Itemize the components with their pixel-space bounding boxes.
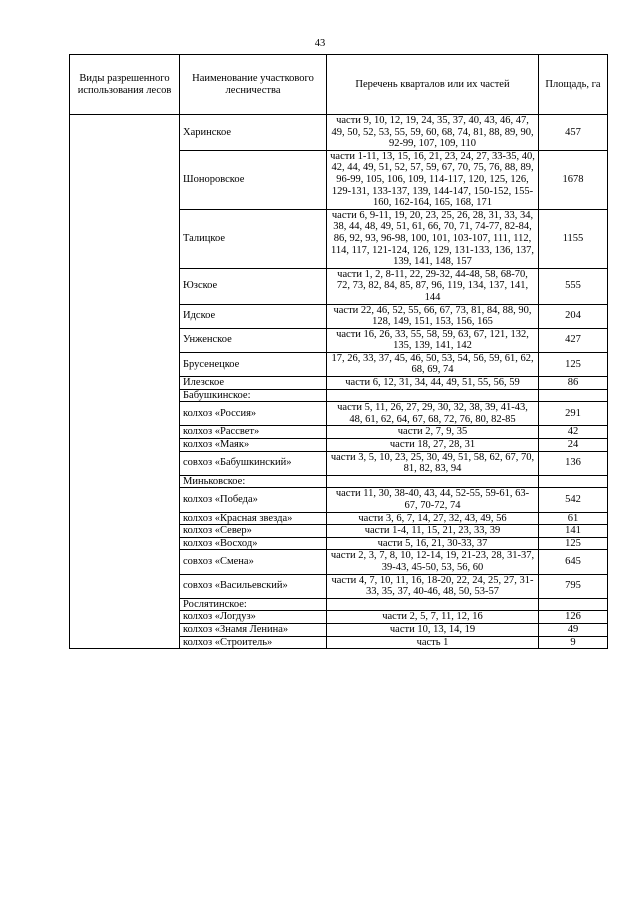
header-use-types: Виды разрешенного использования лесов — [70, 55, 180, 115]
quarters-list: часть 1 — [327, 636, 539, 649]
table-row — [70, 115, 608, 151]
quarters-list: части 10, 13, 14, 19 — [327, 623, 539, 636]
area-value: 427 — [539, 328, 608, 352]
forestry-name: колхоз «Север» — [180, 525, 327, 538]
area-value: 542 — [539, 488, 608, 512]
quarters-list: части 6, 12, 31, 34, 44, 49, 51, 55, 56, 59 — [327, 377, 539, 390]
forestry-name: Илезское — [180, 377, 327, 390]
area-value: 126 — [539, 611, 608, 624]
forestry-name: колхоз «Строитель» — [180, 636, 327, 649]
forestry-group-name: Бабушкинское: — [180, 389, 327, 402]
quarters-list: части 6, 9-11, 19, 20, 23, 25, 26, 28, 31, 33, 34, 38, 44, 48, 49, 51, 61, 66, 70, 71, 74-77, 82-84, 86, 92, 93, 96-98, 100, 101, 103-107, 111, 112, 114, 117, 121-124, 126, 129, 131-133, 136, 137, 139, 141, 148, 157 — [327, 209, 539, 268]
area-value: 24 — [539, 439, 608, 452]
area-cell — [539, 475, 608, 488]
forestry-name: колхоз «Россия» — [180, 402, 327, 426]
header-forestry-name: Наименование участкового лесничества — [180, 55, 327, 115]
forestry-name: Талицкое — [180, 209, 327, 268]
page-number: 43 — [314, 38, 326, 49]
forestry-name: Идское — [180, 304, 327, 328]
quarters-list: части 9, 10, 12, 19, 24, 35, 37, 40, 43, 46, 47, 49, 50, 52, 53, 55, 59, 60, 68, 74, 81, 88, 89, 90, 92-99, 107, 109, 110 — [327, 115, 539, 151]
area-value: 86 — [539, 377, 608, 390]
area-value: 291 — [539, 402, 608, 426]
quarters-list: части 2, 5, 7, 11, 12, 16 — [327, 611, 539, 624]
forestry-name: колхоз «Красная звезда» — [180, 512, 327, 525]
quarters-list: части 3, 5, 10, 23, 25, 30, 49, 51, 58, 62, 67, 70, 81, 82, 83, 94 — [327, 451, 539, 475]
parts-cell — [327, 475, 539, 488]
area-value: 795 — [539, 574, 608, 598]
area-value: 1678 — [539, 150, 608, 209]
area-value: 141 — [539, 525, 608, 538]
forestry-name: Юзское — [180, 268, 327, 304]
forestry-group-name: Рослятинское: — [180, 598, 327, 611]
area-cell — [539, 598, 608, 611]
forestry-name: колхоз «Логдуз» — [180, 611, 327, 624]
quarters-list: части 1-11, 13, 15, 16, 21, 23, 24, 27, 33-35, 40, 42, 44, 49, 51, 52, 57, 59, 67, 70, 75, 76, 88, 89, 96-99, 105, 106, 109, 114-117, 120, 125, 126, 129-131, 133-137, 139, 144-147, 150-152, 155-160, 162-164, 165, 168, 171 — [327, 150, 539, 209]
area-value: 61 — [539, 512, 608, 525]
area-value: 49 — [539, 623, 608, 636]
header-quarters: Перечень кварталов или их частей — [327, 55, 539, 115]
quarters-list: части 2, 7, 9, 35 — [327, 426, 539, 439]
forestry-name: колхоз «Знамя Ленина» — [180, 623, 327, 636]
area-value: 457 — [539, 115, 608, 151]
forestry-name: Брусенецкое — [180, 352, 327, 376]
quarters-list: части 3, 6, 7, 14, 27, 32, 43, 49, 56 — [327, 512, 539, 525]
quarters-list: части 4, 7, 10, 11, 16, 18-20, 22, 24, 25, 27, 31-33, 35, 37, 40-46, 48, 50, 53-57 — [327, 574, 539, 598]
quarters-list: части 2, 3, 7, 8, 10, 12-14, 19, 21-23, 28, 31-37, 39-43, 45-50, 53, 56, 60 — [327, 550, 539, 574]
area-cell — [539, 389, 608, 402]
area-value: 125 — [539, 537, 608, 550]
forestry-name: Харинское — [180, 115, 327, 151]
parts-cell — [327, 389, 539, 402]
area-value: 9 — [539, 636, 608, 649]
area-value: 42 — [539, 426, 608, 439]
forestry-name: Унженское — [180, 328, 327, 352]
parts-cell — [327, 598, 539, 611]
quarters-list: части 18, 27, 28, 31 — [327, 439, 539, 452]
forestry-name: колхоз «Победа» — [180, 488, 327, 512]
forestry-name: Шоноровское — [180, 150, 327, 209]
quarters-list: части 1, 2, 8-11, 22, 29-32, 44-48, 58, 68-70, 72, 73, 82, 84, 85, 87, 96, 119, 134, 137, 141, 144 — [327, 268, 539, 304]
area-value: 645 — [539, 550, 608, 574]
quarters-list: части 22, 46, 52, 55, 66, 67, 73, 81, 84, 88, 90, 128, 149, 151, 153, 156, 165 — [327, 304, 539, 328]
forestry-name: совхоз «Васильевский» — [180, 574, 327, 598]
forestry-name: колхоз «Маяк» — [180, 439, 327, 452]
quarters-list: части 11, 30, 38-40, 43, 44, 52-55, 59-61, 63-67, 70-72, 74 — [327, 488, 539, 512]
quarters-list: части 1-4, 11, 15, 21, 23, 33, 39 — [327, 525, 539, 538]
forestry-group-name: Миньковское: — [180, 475, 327, 488]
forest-quarters-table — [69, 54, 608, 649]
header-area: Площадь, га — [539, 55, 608, 115]
forestry-name: совхоз «Бабушкинский» — [180, 451, 327, 475]
area-value: 555 — [539, 268, 608, 304]
area-value: 1155 — [539, 209, 608, 268]
quarters-list: части 5, 11, 26, 27, 29, 30, 32, 38, 39, 41-43, 48, 61, 62, 64, 67, 68, 72, 76, 80, 82-85 — [327, 402, 539, 426]
area-value: 204 — [539, 304, 608, 328]
quarters-list: 17, 26, 33, 37, 45, 46, 50, 53, 54, 56, 59, 61, 62, 68, 69, 74 — [327, 352, 539, 376]
forestry-name: совхоз «Смена» — [180, 550, 327, 574]
quarters-list: части 16, 26, 33, 55, 58, 59, 63, 67, 121, 132, 135, 139, 141, 142 — [327, 328, 539, 352]
quarters-list: части 5, 16, 21, 30-33, 37 — [327, 537, 539, 550]
forestry-name: колхоз «Рассвет» — [180, 426, 327, 439]
table-body — [70, 115, 608, 649]
forestry-name: колхоз «Восход» — [180, 537, 327, 550]
area-value: 125 — [539, 352, 608, 376]
area-value: 136 — [539, 451, 608, 475]
use-types-cell — [70, 115, 180, 649]
